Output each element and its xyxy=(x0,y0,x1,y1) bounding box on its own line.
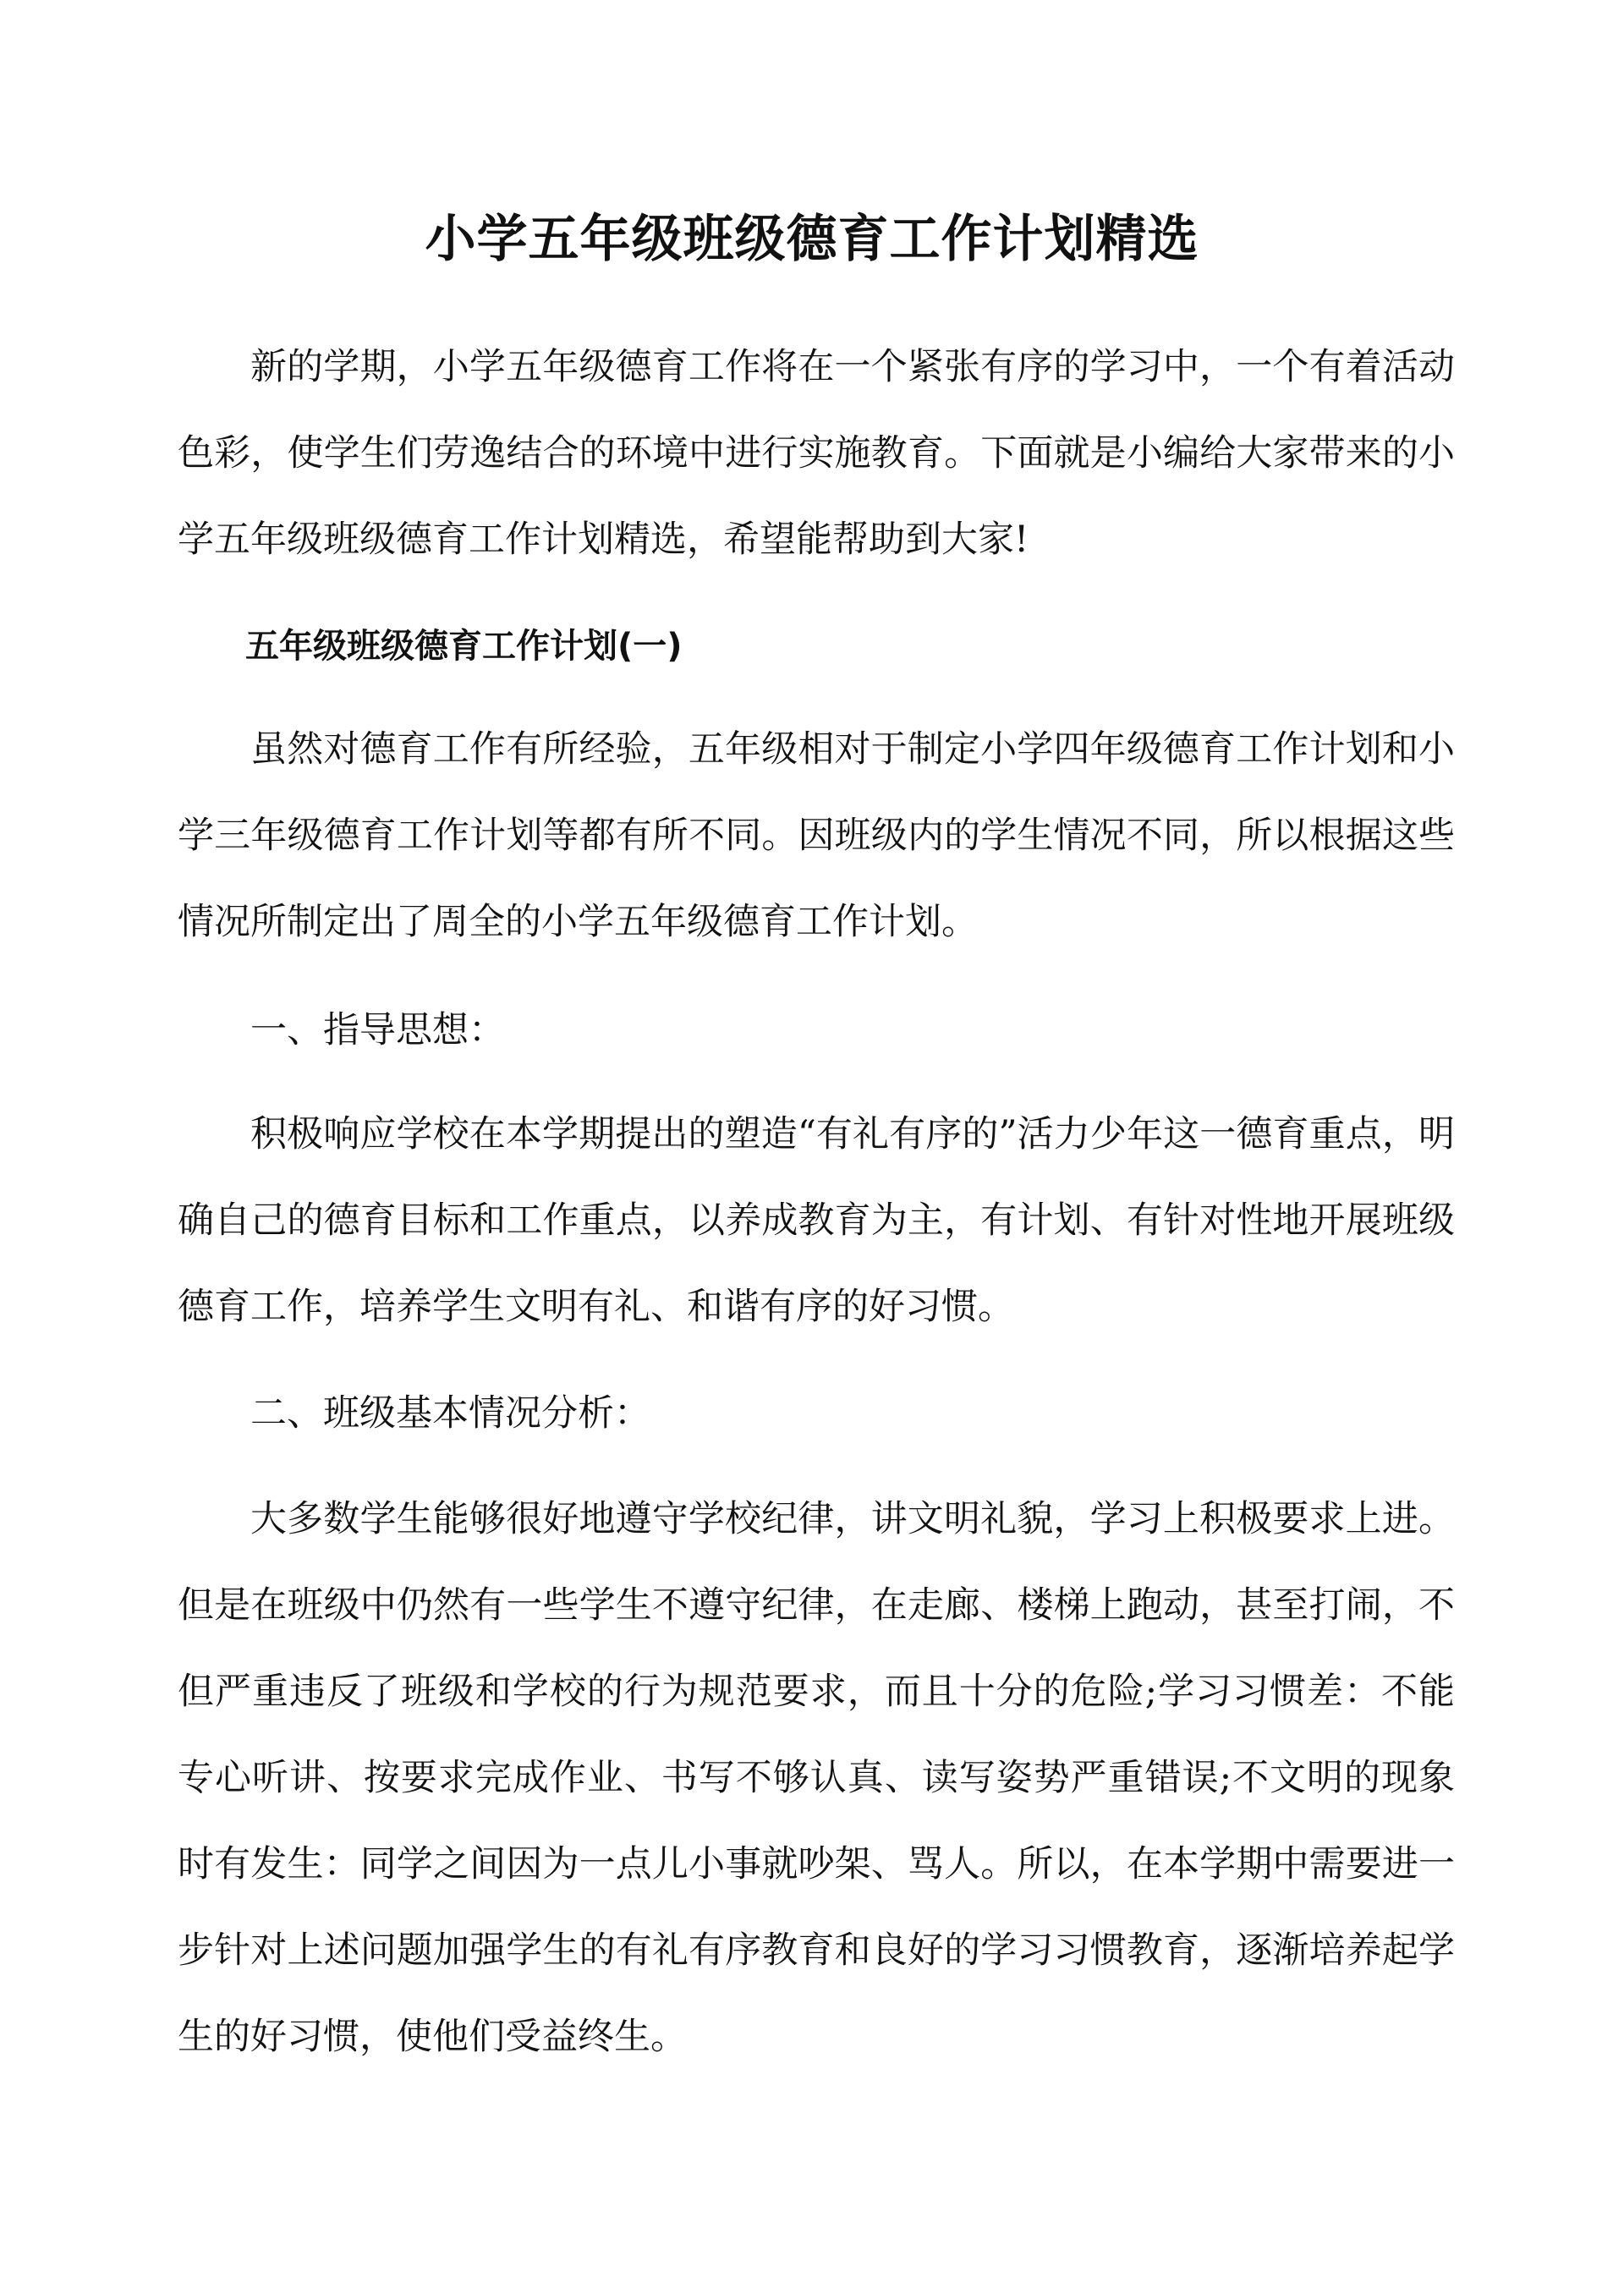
plan-intro-paragraph: 虽然对德育工作有所经验，五年级相对于制定小学四年级德育工作计划和小学三年级德育工作计划等都有所不同。因班级内的学生情况不同，所以根据这些情况所制定出了周全的小学五年级德育工作计划。 xyxy=(178,728,1455,943)
guiding-thought-paragraph: 积极响应学校在本学期提出的塑造“有礼有序的”活力少年这一德育重点，明确自己的德育目标和工作重点，以养成教育为主，有计划、有针对性地开展班级德育工作，培养学生文明有礼、和谐有序的好习惯。 xyxy=(178,1113,1455,1328)
document-title: 小学五年级班级德育工作计划精选 xyxy=(425,210,1199,269)
section-heading-class-analysis: 二、班级基本情况分析： xyxy=(250,1392,650,1435)
class-analysis-paragraph: 大多数学生能够很好地遵守学校纪律，讲文明礼貌，学习上积极要求上进。但是在班级中仍然有一些学生不遵守纪律，在走廊、楼梯上跑动，甚至打闹，不但严重违反了班级和学校的行为规范要求，而且十分的危险;学习习惯差：不能专心听讲、按要求完成作业、书写不够认真、读写姿势严重错误;不文明的现象时有发生：同学之间因为一点儿小事就吵架、骂人。所以，在本学期中需要进一步针对上述问题加强学生的有礼有序教育和良好的学习习惯教育，逐渐培养起学生的好习惯，使他们受益终生。 xyxy=(178,1498,1455,2058)
section-heading-plan-one: 五年级班级德育工作计划(一) xyxy=(245,627,683,666)
section-heading-guiding-thought: 一、指导思想： xyxy=(250,1009,505,1051)
intro-paragraph: 新的学期，小学五年级德育工作将在一个紧张有序的学习中，一个有着活动色彩，使学生们劳逸结合的环境中进行实施教育。下面就是小编给大家带来的小学五年级班级德育工作计划精选，希望能帮助到大家! xyxy=(178,346,1455,561)
